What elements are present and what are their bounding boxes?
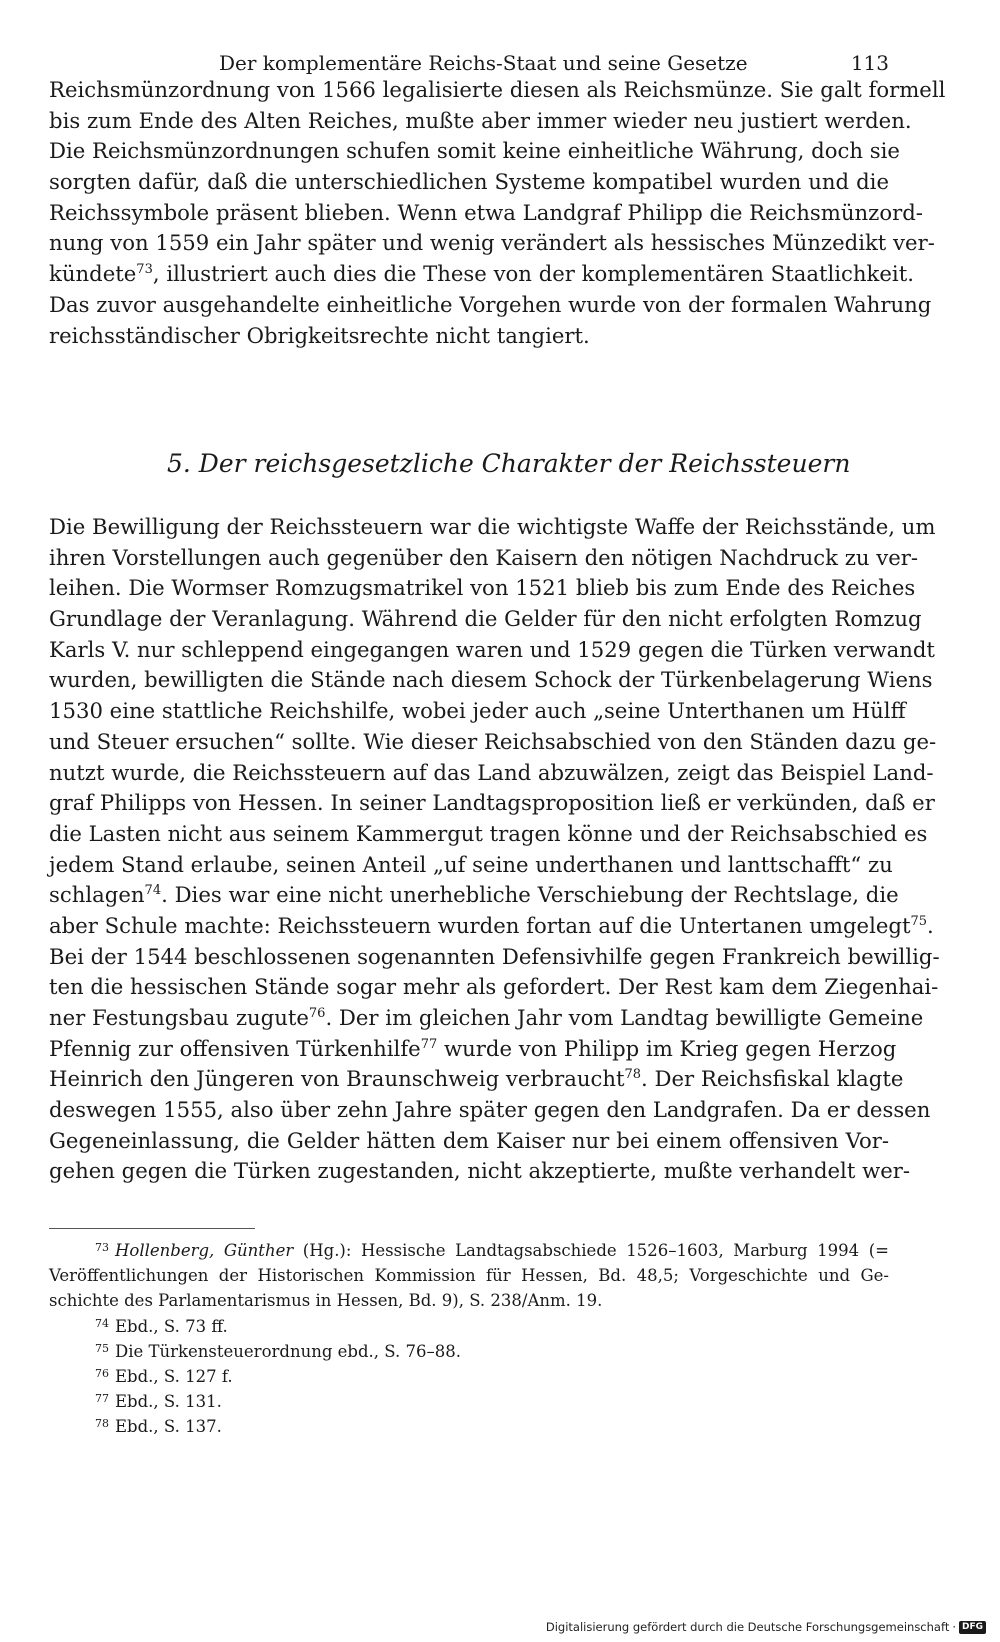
footnote-text: Ebd., S. 73 ff. — [115, 1316, 228, 1336]
footnote — [49, 1339, 889, 1364]
text-line: Bei der 1544 beschlossenen sogenannten Defensivhilfe gegen Frankreich bewillig- — [49, 943, 940, 969]
text-fragment: . Dies war eine nicht unerhebliche Verschiebung der Rechtslage, die — [161, 882, 899, 908]
text-line — [49, 911, 934, 942]
text-line: 1530 eine stattliche Reichshilfe, wobei jeder auch „seine Unterthanen um Hülff — [49, 698, 906, 724]
running-head-title: Der komplementäre Reichs-Staat und seine Gesetze — [219, 51, 748, 75]
footnote-number: 78 — [95, 1417, 109, 1431]
footnote-author: Hollenberg, Günther — [115, 1241, 294, 1260]
text-line: Karls V. nur schleppend eingegangen waren und 1529 gegen die Türken verwandt — [49, 636, 935, 662]
text-fragment: . Der im gleichen Jahr vom Landtag bewilligte Gemeine — [325, 1005, 924, 1030]
page-number: 113 — [850, 51, 889, 75]
footnote-number: 76 — [95, 1367, 109, 1381]
text-line: Die Bewilligung der Reichssteuern war die wichtigste Waffe der Reichsstände, um — [49, 514, 936, 539]
text-line: Gegeneinlassung, die Gelder hätten dem Kaiser nur bei einem offensiven Vor- — [49, 1127, 889, 1153]
footnote-ref: 77 — [420, 1036, 438, 1052]
text-line: Das zuvor ausgehandelte einheitliche Vorgehen wurde von der formalen Wahrung — [49, 291, 932, 317]
footnotes — [49, 1238, 889, 1440]
footnote-number: 75 — [95, 1341, 109, 1355]
footnote-ref: 74 — [144, 883, 162, 899]
text-line: ten die hessischen Stände sogar mehr als gefordert. Der Rest kam dem Ziegenhai- — [49, 974, 939, 1000]
text-fragment: wurde von Philipp im Krieg gegen Herzog — [437, 1035, 897, 1061]
text-line: Reichssymbole präsent blieben. Wenn etwa Landgraf Philipp die Reichsmünzord- — [49, 199, 923, 225]
text-line: und Steuer ersuchen“ sollte. Wie dieser Reichsabschied von den Ständen dazu ge- — [49, 728, 937, 754]
text-line: die Lasten nicht aus seinem Kammergut tragen könne und der Reichsabschied es — [49, 820, 928, 846]
text-line: sorgten dafür, daß die unterschiedlichen Systeme kompatibel wurden und die — [49, 169, 889, 195]
paragraph-2 — [49, 512, 940, 1187]
text-line: wurden, bewilligten die Stände nach diesem Schock der Türkenbelagerung Wiens — [49, 667, 933, 693]
text-line — [49, 1034, 897, 1065]
text-line: Reichsmünzordnung von 1566 legalisierte diesen als Reichsmünze. Sie galt formell — [49, 77, 946, 102]
footnote-number: 74 — [95, 1316, 109, 1330]
text-line: deswegen 1555, also über zehn Jahre später gegen den Landgrafen. Da er dessen — [49, 1097, 931, 1123]
footnote-ref: 75 — [910, 913, 928, 929]
text-line: Grundlage der Veranlagung. Während die Gelder für den nicht erfolgten Romzug — [49, 606, 922, 632]
dfg-logo-icon: DFG — [959, 1621, 986, 1634]
footnote-continuation: Veröffentlichungen der Historischen Kommission für Hessen, Bd. 48,5; Vorgeschichte und Ge- — [49, 1266, 889, 1286]
footnote-number: 73 — [95, 1241, 109, 1254]
footnote-number: 77 — [95, 1392, 109, 1406]
footnote-text: Die Türkensteuerordnung ebd., S. 76–88. — [115, 1341, 461, 1361]
text-line: Die Reichsmünzordnungen schufen somit keine einheitliche Währung, doch sie — [49, 138, 900, 164]
footnote-ref: 78 — [624, 1067, 642, 1083]
footnote-rule — [49, 1228, 255, 1229]
text-line: graf Philipps von Hessen. In seiner Landtagsproposition ließ er verkünden, daß er — [49, 790, 935, 816]
text-line: nung von 1559 ein Jahr später und wenig verändert als hessisches Münzedikt ver- — [49, 230, 935, 256]
footnote-continuation: schichte des Parlamentarismus in Hessen, Bd. 9), S. 238/Anm. 19. — [49, 1291, 603, 1311]
text-line: ihren Vorstellungen auch gegenüber den Kaisern den nötigen Nachdruck zu ver- — [49, 544, 919, 570]
text-fragment: aber Schule machte: Reichssteuern wurden fortan auf die Untertanen umgelegt — [49, 912, 911, 938]
text-fragment: ner Festungsbau zugute — [49, 1005, 309, 1030]
footnote-text: Ebd., S. 127 f. — [115, 1367, 233, 1387]
text-fragment: . — [927, 912, 934, 938]
text-line: leihen. Die Wormser Romzugsmatrikel von 1521 blieb bis zum Ende des Reiches — [49, 575, 916, 601]
footnote-ref: 73 — [136, 262, 153, 278]
text-line: gehen gegen die Türken zugestanden, nicht akzeptierte, mußte verhandelt wer- — [49, 1158, 911, 1184]
footnote-ref: 76 — [308, 1006, 326, 1021]
footnote — [49, 1314, 889, 1339]
footnote-text: (Hg.): Hessische Landtagsabschiede 1526–1603, Marburg 1994 (= — [293, 1241, 889, 1260]
text-fragment: Pfennig zur offensiven Türkenhilfe — [49, 1035, 421, 1061]
paragraph-1 — [49, 75, 946, 351]
digitization-note: Digitalisierung gefördert durch die Deutsche Forschungsgemeinschaft — [545, 1620, 950, 1634]
text-line — [49, 1064, 904, 1095]
footnote — [49, 1364, 889, 1389]
running-head — [219, 48, 889, 78]
text-line: bis zum Ende des Alten Reiches, mußte aber immer wieder neu justiert werden. — [49, 107, 912, 133]
footnote — [49, 1414, 889, 1439]
section-heading: 5. Der reichsgesetzliche Charakter der Reichssteuern — [167, 449, 851, 478]
footnote — [49, 1389, 889, 1414]
footnote-text: Ebd., S. 137. — [115, 1417, 222, 1437]
text-fragment: schlagen — [49, 882, 145, 908]
text-fragment: kündete — [49, 261, 137, 287]
text-line: reichsständischer Obrigkeitsrechte nicht tangiert. — [49, 322, 590, 348]
footnote-text: Ebd., S. 131. — [115, 1392, 222, 1412]
text-line: nutzt wurde, die Reichssteuern auf das Land abzuwälzen, zeigt das Beispiel Land- — [49, 759, 934, 785]
text-line — [49, 1003, 924, 1034]
text-line: jedem Stand erlaube, seinen Anteil „uf seine underthanen und lanttschafft“ zu — [49, 851, 893, 877]
text-fragment: . Der Reichsfiskal klagte — [641, 1066, 904, 1092]
text-line — [49, 880, 899, 911]
text-fragment: Heinrich den Jüngeren von Braunschweig verbraucht — [49, 1066, 625, 1092]
text-line — [49, 259, 914, 290]
digitization-footer: Digitalisierung gefördert durch die Deutsche Forschungsgemeinschaft · DFG — [546, 1617, 986, 1637]
text-fragment: , illustriert auch dies die These von der komplementären Staatlichkeit. — [152, 261, 914, 287]
footnote — [49, 1238, 889, 1263]
